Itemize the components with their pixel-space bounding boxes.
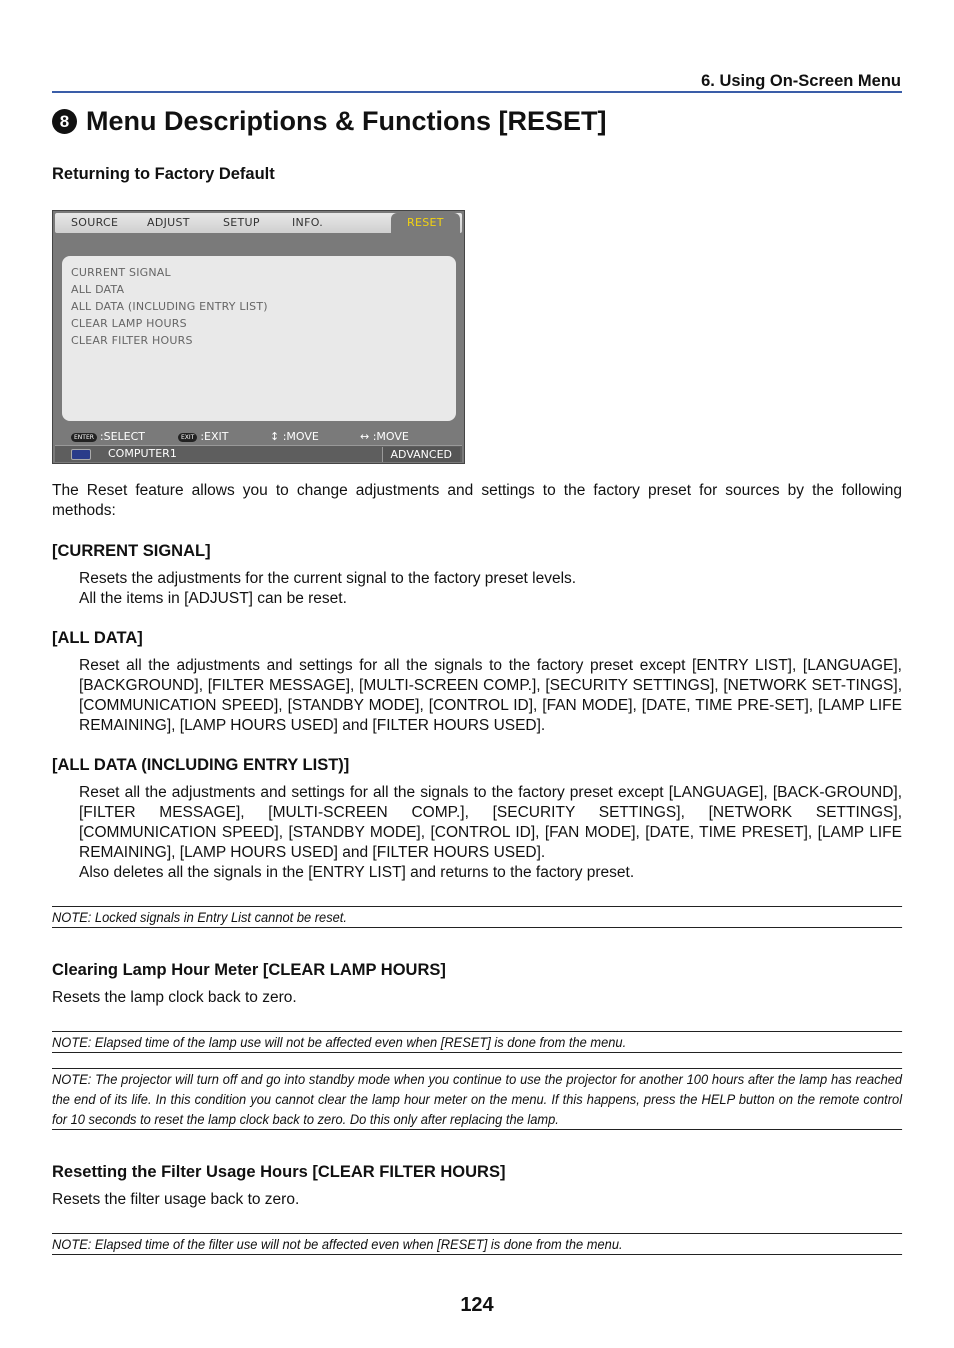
osd-hint-exit-label: :EXIT (200, 430, 229, 443)
osd-item-all-data: ALL DATA (71, 283, 125, 296)
filter-text: Resets the filter usage back to zero. (52, 1191, 300, 1208)
osd-status-bar (55, 445, 462, 462)
osd-tab-info: INFO. (292, 216, 324, 229)
osd-tab-source: SOURCE (71, 216, 119, 229)
osd-tab-adjust: ADJUST (147, 216, 190, 229)
all-data-heading: [ALL DATA] (52, 629, 143, 647)
section-heading-factory-default: Returning to Factory Default (52, 165, 275, 183)
osd-item-clear-filter-hours: CLEAR FILTER HOURS (71, 334, 193, 347)
page-title (52, 106, 607, 137)
enter-key-icon: ENTER (71, 433, 97, 442)
exit-key-icon: EXIT (178, 433, 197, 442)
all-data-entry-line2: Also deletes all the signals in the [ENTRY LIST] and returns to the factory preset. (79, 864, 635, 881)
lamp-text: Resets the lamp clock back to zero. (52, 989, 297, 1006)
page-title-text: Menu Descriptions & Functions [RESET] (86, 106, 607, 136)
intro-paragraph: The Reset feature allows you to change adjustments and settings to the factory preset for sources by the following methods: (52, 482, 902, 519)
osd-item-current-signal: CURRENT SIGNAL (71, 266, 171, 279)
chapter-title: 6. Using On-Screen Menu (701, 72, 901, 90)
osd-item-all-data-entry-list: ALL DATA (INCLUDING ENTRY LIST) (71, 300, 268, 313)
computer-input-icon (71, 449, 91, 460)
osd-item-clear-lamp-hours: CLEAR LAMP HOURS (71, 317, 187, 330)
osd-hint-select-label: :SELECT (99, 430, 146, 443)
all-data-entry-text: Reset all the adjustments and settings for all the signals to the factory preset except [LANGUAGE], [BACK-GROUND], [FILTER MESSAGE], [MULTI-SCREEN COMP.], [SECURITY SETTINGS], [NETWORK SETTINGS], [COMMUNICATION SPEED], [STANDBY MODE], [CONTROL ID], [FAN MODE], [DATE, TIME PRESET], [LAMP LIFE REMAINING], [LAMP HOURS USED] and [FILTER HOURS USED]. (79, 784, 902, 861)
note-lamp-elapsed: NOTE: Elapsed time of the lamp use will not be affected even when [RESET] is done from the menu. (52, 1031, 902, 1053)
osd-hint-exit (178, 430, 229, 443)
section-number-badge: 8 (52, 109, 77, 134)
osd-tab-bar (55, 213, 462, 233)
note-lamp-standby: NOTE: The projector will turn off and go into standby mode when you continue to use the projector for another 100 hours after the lamp has reached the end of its life. In this condition you cannot clear the lamp hour meter on the menu. If this happens, press the HELP button on the remote control for 10 seconds to reset the lamp clock back to zero. Do this only after replacing the lamp. (52, 1068, 902, 1130)
osd-reset-menu-screenshot (52, 210, 465, 464)
note-locked-signals: NOTE: Locked signals in Entry List cannot be reset. (52, 906, 902, 928)
header-rule (52, 91, 902, 93)
osd-tab-setup: SETUP (223, 216, 260, 229)
osd-tab-reset: RESET (391, 213, 460, 233)
all-data-text: Reset all the adjustments and settings for all the signals to the factory preset except [ENTRY LIST], [LANGUAGE], [BACKGROUND], [FILTER MESSAGE], [MULTI-SCREEN COMP.], [SECURITY SETTINGS], [NETWORK SET-TINGS], [COMMUNICATION SPEED], [STANDBY MODE], [CONTROL ID], [FAN MODE], [DATE, TIME PRE-SET], [LAMP LIFE REMAINING], [LAMP HOURS USED] and [FILTER HOURS USED]. (79, 657, 902, 734)
osd-item-panel (62, 256, 456, 421)
lamp-heading: Clearing Lamp Hour Meter [CLEAR LAMP HOURS] (52, 961, 446, 979)
current-signal-line1: Resets the adjustments for the current signal to the factory preset levels. (79, 570, 577, 587)
page-number: 124 (460, 1294, 494, 1316)
osd-mode-label: ADVANCED (382, 447, 460, 462)
all-data-entry-heading: [ALL DATA (INCLUDING ENTRY LIST)] (52, 756, 350, 774)
current-signal-line2: All the items in [ADJUST] can be reset. (79, 590, 347, 607)
osd-hint-move-updown: ↕ :MOVE (270, 430, 319, 443)
current-signal-heading: [CURRENT SIGNAL] (52, 542, 211, 560)
osd-source-label: COMPUTER1 (108, 447, 177, 460)
filter-heading: Resetting the Filter Usage Hours [CLEAR FILTER HOURS] (52, 1163, 506, 1181)
osd-hint-select (71, 430, 145, 443)
note-filter-elapsed: NOTE: Elapsed time of the filter use will not be affected even when [RESET] is done from the menu. (52, 1233, 902, 1255)
osd-hint-move-leftright: ↔ :MOVE (360, 430, 409, 443)
